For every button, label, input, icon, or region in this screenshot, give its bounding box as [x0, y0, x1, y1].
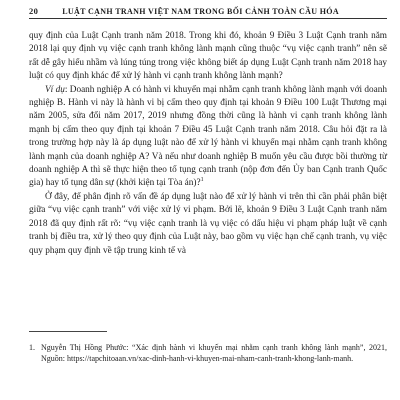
footnotes	[29, 331, 387, 365]
footnote	[29, 342, 387, 365]
running-header	[29, 6, 387, 19]
page-number: 20	[29, 6, 39, 16]
footnote-text: Nguyễn Thị Hồng Phước: “Xác định hành vi khuyến mại nhằm cạnh tranh không lành mạnh”, 2021, Nguồn: https://tapchitoaan.vn/xac-dinh-hanh-vi-khuyen-mai-nham-canh-tranh-khong-lanh-manh.	[41, 343, 387, 364]
footnote-number: 1.	[29, 343, 35, 352]
footnote-divider	[29, 331, 107, 332]
paragraph: Ở đây, để phân định rõ vấn đề áp dụng luật nào để xử lý hành vi trên thì cần phải phân biệt giữa “vụ việc cạnh tranh” với việc xử lý vi phạm. Bởi lẽ, khoản 9 Điều 3 Luật Cạnh tranh năm 2018 đã quy định rất rõ: “vụ việc cạnh tranh là vụ việc có dấu hiệu vi phạm pháp luật về cạnh tranh bị điều tra, xử lý theo quy định của Luật này, bao gồm vụ việc hạn chế cạnh tranh, vụ việc quy phạm quy định về tập trung kinh tế và	[29, 191, 387, 256]
running-title: LUẬT CẠNH TRANH VIỆT NAM TRONG BỐI CẢNH TOÀN CẦU HÓA	[62, 7, 339, 16]
footnote-reference[interactable]: 1	[200, 177, 204, 184]
example-label: Ví dụ	[45, 84, 65, 95]
paragraph: quy định của Luật Cạnh tranh năm 2018. Trong khi đó, khoản 9 Điều 3 Luật Cạnh tranh năm 2018 lại quy định vụ việc cạnh tranh không lành mạnh cũng thuộc “vụ việc cạnh tranh” nên sẽ rất dễ gây hiểu nhầm và lúng túng trong việc không biết áp dụng Luật Cạnh tranh năm 2018 hay luật có quy định khác để xử lý hành vi cạnh tranh không lành mạnh?	[29, 31, 387, 82]
body-text	[29, 30, 387, 258]
example-paragraph	[29, 84, 387, 191]
example-text: : Doanh nghiệp A có hành vi khuyến mại nhằm cạnh tranh không lành mạnh với doanh nghiệp B. Hành vi này là hành vi bị cấm theo quy định tại khoản 9 Điều 100 Luật Thương mại năm 2005, sửa đổi năm 2017, 2019 nhưng đồng thời cũng là hành vi cạnh tranh không lành mạnh bị cấm theo quy định tại khoản 7 Điều 45 Luật Cạnh tranh năm 2018. Câu hỏi đặt ra là trong trường hợp này là áp dụng luật nào để xử lý hành vi khuyến mại nhằm cạnh tranh không lành mạnh của doanh nghiệp A? Và nếu như doanh nghiệp B muốn yêu cầu được bồi thường từ doanh nghiệp A thì sẽ thực hiện theo tố tụng cạnh tranh (nộp đơn đến Ủy ban Cạnh tranh Quốc gia) hay tố tụng dân sự (khởi kiện tại Tòa án)?	[29, 84, 387, 189]
